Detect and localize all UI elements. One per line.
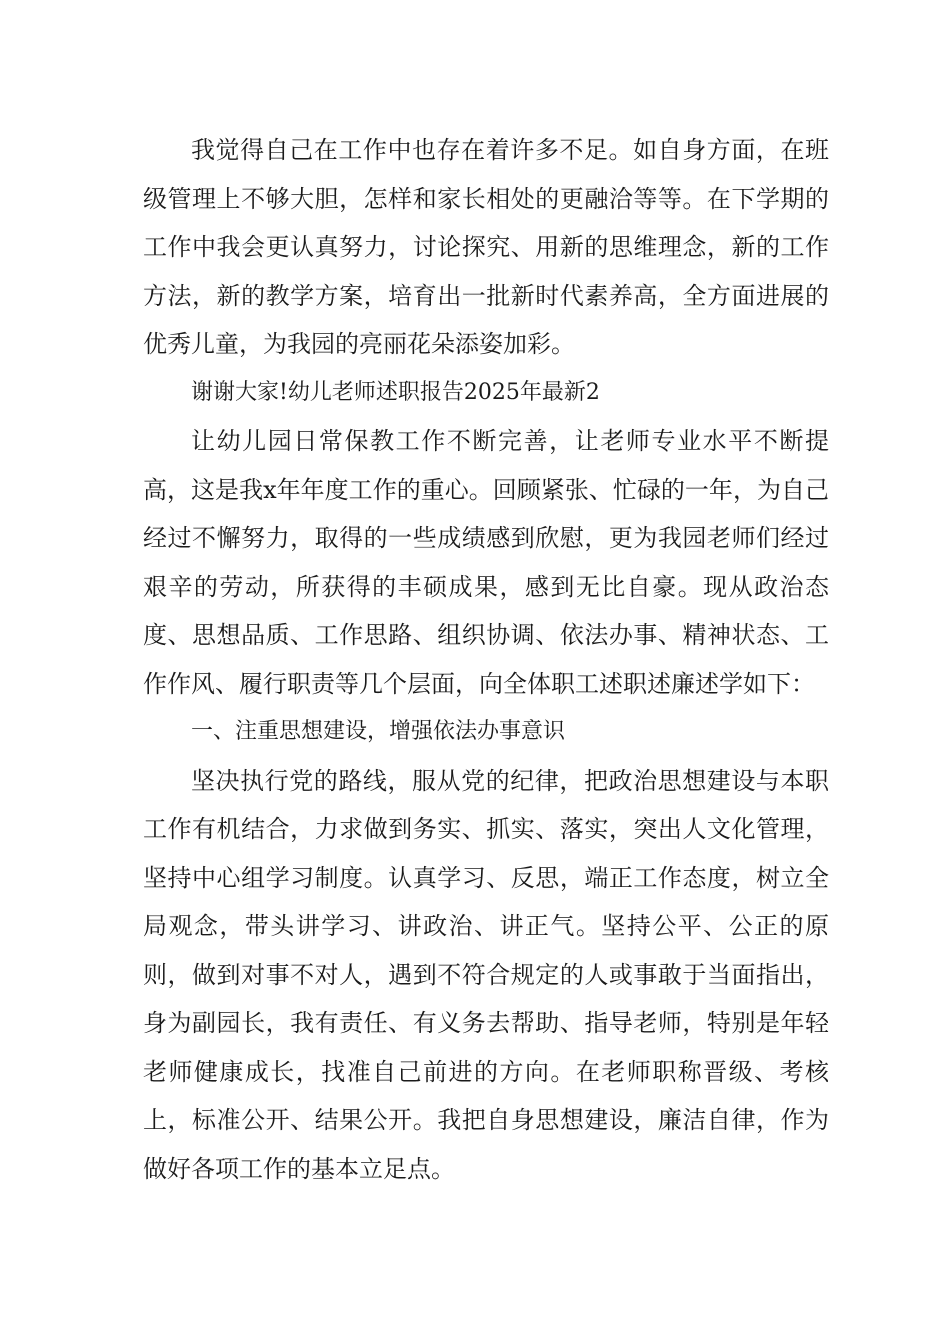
paragraph-ideology: 坚决执行党的路线，服从党的纪律，把政治思想建设与本职工作有机结合，力求做到务实、抓实、落实，突出人文化管理，坚持中心组学习制度。认真学习、反思，端正工作态度，树立全局观念，带头讲学习、讲政治、讲正气。坚持公平、公正的原则，做到对事不对人，遇到不符合规定的人或事敢于当面指出，身为副园长，我有责任、有义务去帮助、指导老师，特别是年轻老师健康成长，找准自己前进的方向。在老师职称晋级、考核上，标准公开、结果公开。我把自身思想建设，廉洁自律，作为做好各项工作的基本立足点。 (143, 766, 829, 1183)
document-page (143, 126, 829, 1193)
paragraph-shortcomings: 我觉得自己在工作中也存在着许多不足。如自身方面，在班级管理上不够大胆，怎样和家长相处的更融洽等等。在下学期的工作中我会更认真努力，讨论探究、用新的思维理念，新的工作方法，新的教学方案，培育出一批新时代素养高，全方面进展的优秀儿童，为我园的亮丽花朵添姿加彩。 (143, 136, 829, 358)
paragraph-annual-review: 让幼儿园日常保教工作不断完善，让老师专业水平不断提高，这是我x年年度工作的重心。回顾紧张、忙碌的一年，为自己经过不懈努力，取得的一些成绩感到欣慰，更为我园老师们经过艰辛的劳动，所获得的丰硕成果，感到无比自豪。现从政治态度、思想品质、工作思路、组织协调、依法办事、精神状态、工作作风、履行职责等几个层面，向全体职工述职述廉述学如下： (143, 427, 829, 698)
report-title-line: 谢谢大家!幼儿老师述职报告2025年最新2 (191, 379, 600, 405)
section-heading-1: 一、注重思想建设，增强依法办事意识 (191, 719, 566, 744)
